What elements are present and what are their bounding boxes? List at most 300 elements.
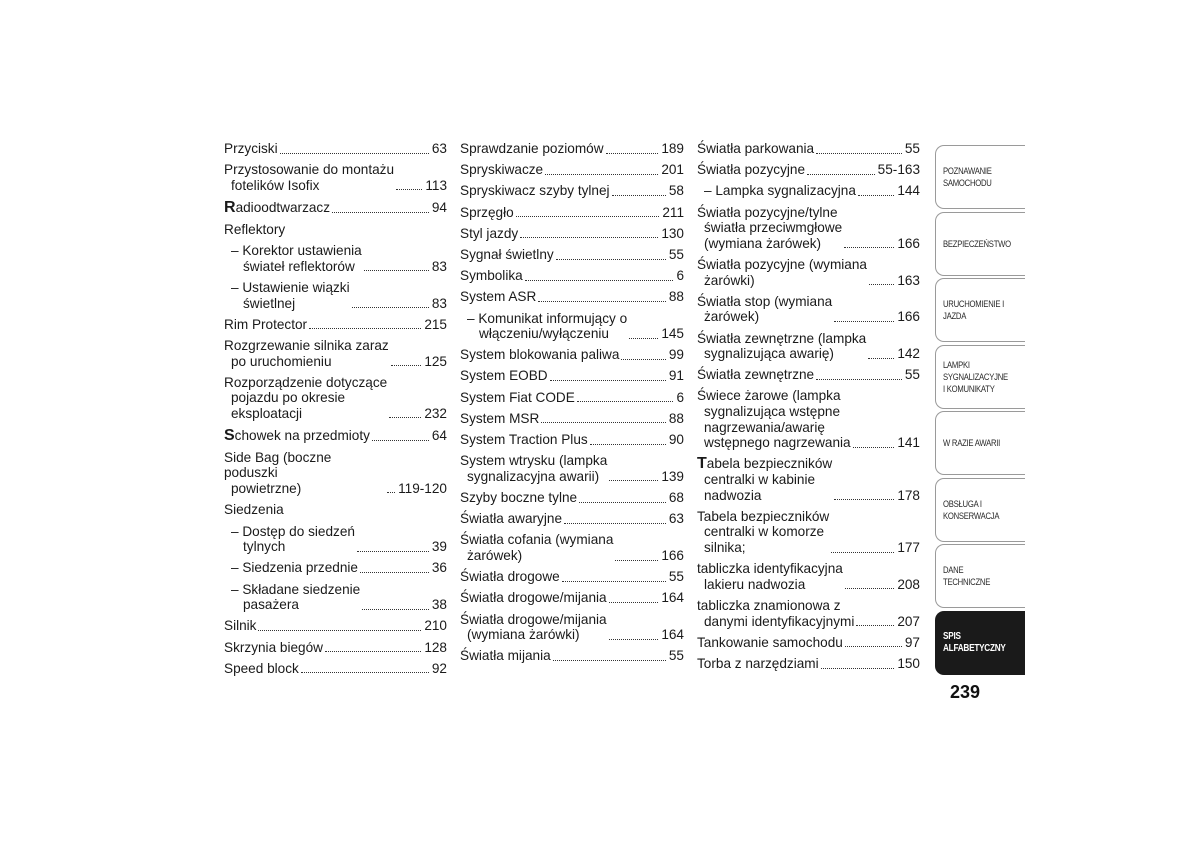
leader-dots — [541, 421, 666, 423]
index-entry — [460, 289, 684, 305]
index-entry — [697, 635, 920, 651]
entry-continuation: sygnalizująca wstępne — [704, 404, 841, 420]
entry-title — [224, 450, 385, 481]
entry-text — [460, 368, 548, 384]
entry-title-text: Styl jazdy — [460, 225, 519, 241]
index-entry — [460, 183, 684, 199]
entry-continuation: światła przeciwmgłowe — [704, 220, 843, 236]
entry-title — [460, 390, 575, 406]
entry-title — [697, 456, 832, 472]
index-entry — [460, 162, 684, 178]
index-entry — [224, 582, 447, 613]
chapter-tab — [935, 278, 1025, 342]
index-entry — [224, 200, 447, 216]
page-reference: 88 — [668, 289, 684, 305]
leader-dots — [389, 416, 421, 418]
entry-title — [697, 205, 842, 221]
entry-title — [224, 141, 278, 157]
entry-continuation: eksploatacji — [231, 405, 303, 421]
entry-title-text: Światła drogowe/mijania — [460, 611, 607, 627]
entry-continuation: silnika; — [704, 540, 746, 555]
entry-continuation: wstępnego nagrzewania — [704, 435, 851, 451]
page-reference: 189 — [661, 141, 684, 156]
entry-continuation: świetlnej — [243, 295, 296, 311]
index-entry — [460, 648, 684, 664]
entry-text — [224, 280, 350, 311]
leader-dots — [387, 491, 395, 493]
entry-title-text: tabliczka znamionowa z — [697, 597, 841, 613]
entry-text — [460, 183, 610, 199]
entry-continuation: pasażera — [243, 597, 299, 613]
entry-title-text: Sygnał świetlny — [460, 246, 554, 262]
entry-text — [460, 648, 551, 664]
entry-title — [460, 590, 607, 606]
index-entry — [697, 141, 920, 157]
entry-text — [697, 388, 851, 450]
entry-title — [460, 612, 607, 628]
entry-text — [224, 162, 394, 193]
entry-continuation: nagrzewania/awarię — [704, 419, 825, 435]
entry-continuation: żarówki) — [704, 272, 755, 288]
entry-continuation: danymi identyfikacyjnymi — [704, 613, 855, 629]
entry-text — [224, 618, 256, 634]
index-entry — [460, 612, 684, 643]
entry-text — [460, 432, 588, 448]
entry-text — [224, 450, 385, 497]
entry-title-text: – Dostęp do siedzeń — [231, 523, 355, 539]
entry-text — [460, 268, 523, 284]
index-entry — [697, 456, 920, 503]
entry-title-text: Tabela bezpieczników — [697, 508, 830, 524]
leader-dots — [357, 550, 429, 552]
index-entry — [460, 347, 684, 363]
page-reference: 166 — [661, 547, 684, 563]
leader-dots — [807, 173, 875, 175]
entry-title-text: Sprawdzanie poziomów — [460, 141, 604, 156]
leader-dots — [621, 358, 665, 360]
entry-title-text: – Komunikat informujący o — [467, 310, 628, 326]
leader-dots — [396, 188, 422, 190]
entry-title-text: Torba z narzędziami — [697, 655, 819, 671]
entry-text — [460, 532, 613, 563]
chapter-tab-label: LAMPKI SYGNALIZACYJNE I KOMUNIKATY — [943, 358, 1008, 394]
page-reference: 128 — [424, 639, 447, 655]
leader-dots — [332, 211, 429, 213]
index-entry — [697, 598, 920, 629]
entry-title-text: Światła drogowe — [460, 569, 560, 585]
index-entry — [460, 490, 684, 506]
entry-title — [697, 257, 867, 273]
entry-title-text: Światła parkowania — [697, 141, 815, 156]
leader-dots — [856, 624, 894, 626]
index-entry — [697, 509, 920, 556]
index-entry — [697, 367, 920, 383]
entry-title — [460, 247, 554, 263]
entry-title-text: tabliczka identyfikacyjna — [697, 561, 843, 577]
page-reference: 130 — [661, 225, 684, 241]
index-entry — [460, 311, 684, 342]
entry-text — [224, 317, 307, 333]
index-entry — [460, 590, 684, 606]
entry-title — [697, 388, 851, 404]
index-entry — [697, 331, 920, 362]
index-entry — [697, 656, 920, 672]
entry-text — [460, 612, 607, 643]
leader-dots — [615, 559, 658, 561]
page-reference: 38 — [431, 597, 447, 613]
entry-text — [224, 141, 278, 157]
index-entry — [697, 257, 920, 288]
index-entry — [224, 280, 447, 311]
letter-initial: S — [224, 427, 235, 445]
entry-text — [697, 509, 829, 556]
index-entry — [460, 141, 684, 157]
leader-dots — [309, 327, 421, 329]
leader-dots — [845, 645, 902, 647]
page-reference: 55 — [904, 367, 920, 383]
index-entry — [224, 661, 447, 677]
page-reference: 6 — [676, 389, 684, 405]
entry-text — [697, 367, 814, 383]
leader-dots — [606, 152, 659, 154]
page-reference: 63 — [668, 511, 684, 527]
index-entry — [224, 162, 447, 193]
index-entry — [460, 226, 684, 242]
index-entry — [460, 532, 684, 563]
entry-title — [224, 222, 285, 238]
entry-title-text: System Fiat CODE — [460, 389, 575, 405]
entry-title — [460, 432, 588, 448]
entry-title — [224, 317, 307, 333]
entry-title-text: Światła pozycyjne (wymiana — [697, 256, 867, 272]
entry-continuation: lakieru nadwozia — [704, 576, 806, 592]
index-column-3 — [697, 141, 920, 677]
leader-dots — [816, 152, 902, 154]
index-entry — [460, 569, 684, 585]
entry-continuation: włączeniu/wyłączeniu — [479, 326, 609, 342]
entry-title-text: chowek na przedmioty — [234, 428, 370, 444]
entry-title-text: Tankowanie samochodu — [697, 634, 843, 650]
entry-text — [697, 331, 866, 362]
entry-text — [697, 141, 814, 157]
entry-title-text: Światła awaryjne — [460, 511, 562, 527]
entry-text — [460, 226, 518, 242]
entry-title — [460, 569, 560, 585]
index-entry — [697, 294, 920, 325]
leader-dots — [553, 659, 666, 661]
page-reference: 91 — [668, 368, 684, 384]
entry-title — [697, 183, 856, 199]
index-entry — [460, 205, 684, 221]
entry-continuation: powietrzne) — [231, 480, 302, 496]
entry-title — [460, 490, 577, 506]
leader-dots — [612, 194, 666, 196]
leader-dots — [301, 671, 429, 673]
page-reference: 232 — [424, 405, 447, 421]
index-entry — [224, 524, 447, 555]
entry-title-text: System MSR — [460, 410, 540, 426]
page-reference: 144 — [897, 183, 920, 199]
page-reference: 113 — [425, 177, 447, 193]
entry-title — [697, 331, 866, 347]
entry-title-text: Rim Protector — [224, 316, 308, 332]
entry-title — [224, 375, 387, 391]
entry-text — [460, 311, 627, 342]
entry-title-text: Szyby boczne tylne — [460, 490, 578, 505]
entry-text — [224, 200, 330, 216]
entry-text — [697, 456, 832, 503]
chapter-tab — [935, 411, 1025, 475]
index-entry — [460, 511, 684, 527]
entry-title-text: – Składane siedzenie — [231, 581, 361, 597]
leader-dots — [844, 246, 894, 248]
entry-continuation: pojazdu po okresie — [231, 390, 346, 406]
page-reference: 39 — [431, 539, 447, 555]
entry-title-text: Symbolika — [460, 268, 523, 284]
entry-title-text: Przyciski — [224, 141, 278, 156]
entry-title-text: Światła pozycyjne/tylne — [697, 204, 838, 220]
leader-dots — [325, 650, 421, 652]
entry-text — [697, 183, 856, 199]
page-reference: 208 — [897, 576, 920, 592]
entry-title-text: Speed block — [224, 660, 299, 676]
entry-title — [460, 205, 514, 221]
index-entry — [224, 243, 447, 274]
entry-title — [224, 502, 284, 518]
entry-title-text: Rozgrzewanie silnika zaraz — [224, 337, 389, 353]
page-reference: 164 — [661, 627, 684, 643]
entry-text — [460, 347, 619, 363]
entry-text — [224, 640, 323, 656]
entry-title — [697, 656, 819, 672]
chapter-tab — [935, 478, 1025, 542]
leader-dots — [845, 587, 894, 589]
entry-text — [460, 490, 577, 506]
entry-title-text: – Siedzenia przednie — [231, 560, 358, 576]
entry-text — [224, 502, 284, 518]
entry-text — [697, 162, 805, 178]
index-column-1 — [224, 141, 447, 682]
entry-text — [697, 656, 819, 672]
entry-continuation: świateł reflektorów — [243, 258, 355, 274]
leader-dots — [520, 236, 658, 238]
leader-dots — [545, 173, 658, 175]
page-reference: 166 — [897, 309, 920, 325]
entry-title — [697, 141, 814, 157]
entry-title-text: Side Bag (boczne poduszki — [224, 449, 332, 481]
entry-text — [460, 247, 554, 263]
index-entry — [697, 388, 920, 450]
chapter-tab-label: DANE TECHNICZNE — [943, 564, 991, 587]
entry-text — [460, 390, 575, 406]
leader-dots — [562, 580, 666, 582]
page-reference: 55 — [668, 569, 684, 585]
index-entry — [224, 141, 447, 157]
entry-title — [460, 268, 523, 284]
entry-title — [460, 411, 539, 427]
index-entry — [460, 268, 684, 284]
index-entry — [224, 450, 447, 497]
index-entry — [697, 205, 920, 252]
entry-title-text: Światła zewnętrzne (lampka — [697, 330, 867, 346]
entry-title — [224, 618, 256, 634]
page-reference: 97 — [904, 634, 920, 650]
entry-title-text: System EOBD — [460, 368, 548, 384]
entry-title — [460, 648, 551, 664]
entry-continuation: po uruchomieniu — [231, 353, 332, 369]
leader-dots — [372, 439, 429, 441]
entry-text — [224, 428, 370, 444]
leader-dots — [869, 283, 894, 285]
page-reference: 201 — [661, 162, 684, 178]
page-reference: 55-163 — [877, 162, 920, 178]
page-reference: 177 — [897, 540, 920, 555]
page-reference: 55 — [668, 648, 684, 664]
entry-continuation: centralki w komorze — [704, 524, 825, 540]
leader-dots — [579, 501, 666, 503]
index-entry — [224, 222, 447, 238]
entry-title — [224, 640, 323, 656]
entry-title-text: Światła stop (wymiana — [697, 293, 833, 309]
entry-title — [224, 582, 360, 598]
entry-title-text: Siedzenia — [224, 502, 284, 518]
entry-title — [697, 635, 843, 651]
entry-title — [460, 141, 604, 157]
page-reference: 6 — [676, 268, 684, 284]
letter-initial: T — [697, 455, 707, 473]
page-reference: 94 — [431, 200, 447, 216]
entry-title — [460, 226, 518, 242]
entry-title-text: Światła drogowe/mijania — [460, 590, 607, 606]
index-entry — [460, 432, 684, 448]
page-number: 239 — [950, 682, 981, 702]
leader-dots — [364, 269, 429, 271]
page-reference: 88 — [668, 410, 684, 426]
page-reference: 125 — [424, 353, 447, 369]
entry-continuation: sygnalizacyjna awarii) — [467, 468, 600, 484]
index-entry — [697, 561, 920, 592]
leader-dots — [556, 258, 666, 260]
entry-title-text: – Lampka sygnalizacyjna — [704, 183, 856, 199]
index-entry — [224, 375, 447, 422]
page-reference: 58 — [668, 183, 684, 199]
entry-title — [460, 511, 562, 527]
entry-title-text: System wtrysku (lampka — [460, 453, 608, 469]
page-reference: 119-120 — [398, 480, 447, 496]
entry-title — [460, 532, 613, 548]
entry-continuation: fotelików Isofix — [231, 177, 320, 193]
index-entry — [224, 338, 447, 369]
leader-dots — [564, 522, 666, 524]
entry-continuation: tylnych — [243, 539, 286, 555]
entry-title — [697, 367, 814, 383]
leader-dots — [834, 498, 894, 500]
leader-dots — [821, 667, 895, 669]
letter-initial: R — [224, 199, 236, 217]
page-reference: 178 — [897, 487, 920, 503]
leader-dots — [577, 400, 674, 402]
entry-text — [697, 561, 843, 592]
entry-continuation: sygnalizująca awarię) — [704, 346, 834, 362]
page-reference: 83 — [431, 295, 447, 311]
entry-text — [697, 598, 854, 629]
entry-text — [224, 524, 355, 555]
entry-continuation: centralki w kabinie — [704, 472, 816, 488]
leader-dots — [609, 638, 659, 640]
page-reference: 142 — [897, 346, 920, 362]
page-reference: 68 — [668, 490, 684, 505]
leader-dots — [360, 571, 429, 573]
entry-text — [460, 205, 514, 221]
entry-title-text: Światła pozycyjne — [697, 162, 806, 178]
entry-title — [224, 428, 370, 444]
index-entry — [697, 183, 920, 199]
entry-text — [697, 294, 832, 325]
page-reference: 166 — [897, 235, 920, 251]
leader-dots — [629, 337, 658, 339]
entry-text — [224, 375, 387, 422]
leader-dots — [550, 379, 666, 381]
chapter-tab-label: W RAZIE AWARII — [943, 437, 1001, 448]
chapter-tab — [935, 611, 1025, 675]
entry-title — [697, 294, 832, 310]
page-reference: 63 — [431, 141, 447, 156]
index-entry — [224, 560, 447, 576]
entry-title-text: Sprzęgło — [460, 204, 514, 220]
entry-text — [460, 569, 560, 585]
entry-title — [460, 368, 548, 384]
entry-text — [460, 141, 604, 157]
chapter-tab-label: URUCHOMIENIE I JAZDA — [943, 298, 1005, 321]
page-reference: 92 — [431, 660, 447, 676]
leader-dots — [834, 320, 894, 322]
index-entry — [224, 428, 447, 444]
entry-title — [460, 453, 607, 469]
leader-dots — [362, 608, 429, 610]
entry-text — [697, 205, 842, 252]
entry-title-text: Skrzynia biegów — [224, 639, 323, 655]
entry-title-text: Silnik — [224, 618, 257, 634]
chapter-tab — [935, 212, 1025, 276]
chapter-tab — [935, 145, 1025, 209]
leader-dots — [538, 300, 666, 302]
entry-text — [460, 162, 543, 178]
entry-title — [224, 524, 355, 540]
leader-dots — [858, 194, 894, 196]
page-reference: 55 — [668, 246, 684, 262]
leader-dots — [816, 378, 902, 380]
page-reference: 36 — [431, 560, 447, 576]
entry-text — [460, 453, 607, 484]
index-entry — [224, 640, 447, 656]
entry-text — [460, 590, 607, 606]
entry-title — [224, 280, 350, 296]
chapter-tab-label: OBSŁUGA I KONSERWACJA — [943, 497, 1000, 521]
entry-title-text: System Traction Plus — [460, 432, 588, 448]
entry-title-text: Światła cofania (wymiana — [460, 532, 614, 548]
entry-title-text: Spryskiwacz szyby tylnej — [460, 183, 610, 199]
page-reference: 99 — [668, 347, 684, 363]
page-reference: 55 — [904, 141, 920, 156]
index-entry — [460, 247, 684, 263]
entry-text — [224, 338, 389, 369]
index-entry — [460, 390, 684, 406]
entry-title-text: Świece żarowe (lampka — [697, 388, 841, 404]
page-reference: 145 — [661, 326, 684, 342]
entry-title-text: – Ustawienie wiązki — [231, 279, 350, 295]
entry-title-text: Przystosowanie do montażu — [224, 162, 395, 178]
entry-continuation: (wymiana żarówki) — [467, 627, 580, 643]
